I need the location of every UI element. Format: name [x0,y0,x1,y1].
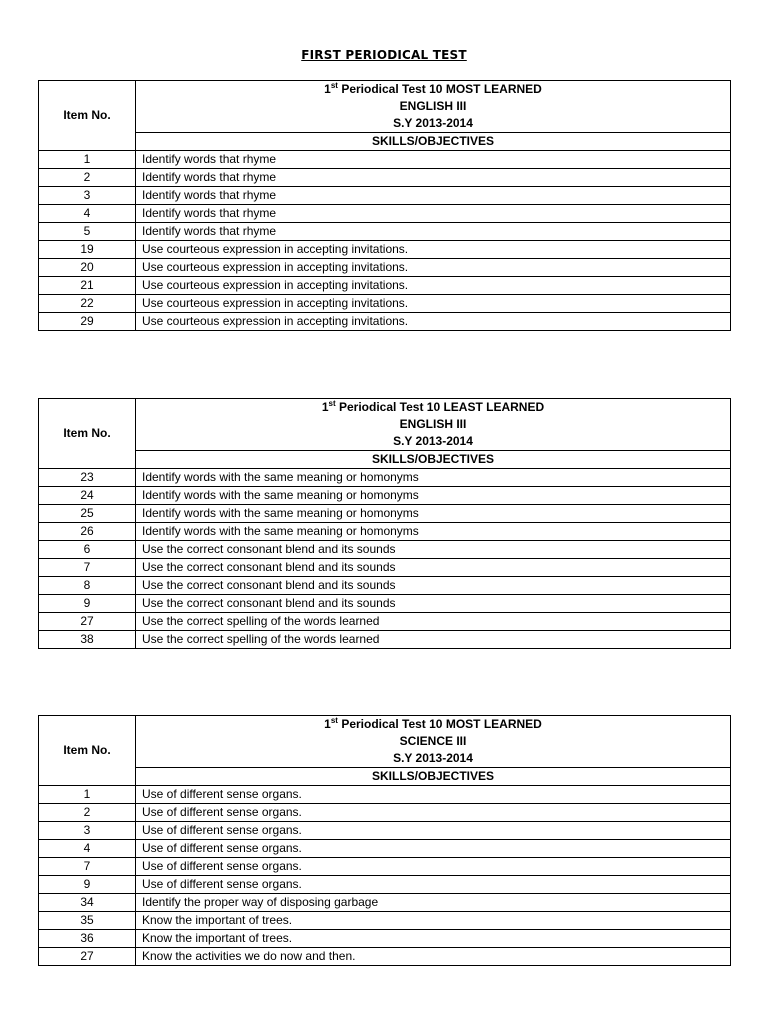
table-row: 2 Use of different sense organs. [39,804,731,822]
table-row: 29 Use courteous expression in accepting invitations. [39,313,731,331]
table-row: 1 Identify words that rhyme [39,151,731,169]
table-row: 24 Identify words with the same meaning or homonyms [39,487,731,505]
table-row: 20 Use courteous expression in accepting invitations. [39,259,731,277]
table-row: 26 Identify words with the same meaning or homonyms [39,523,731,541]
table-school-year: S.Y 2013-2014 [136,750,731,768]
table-row: 6 Use the correct consonant blend and its sounds [39,541,731,559]
item-no-header: Item No. [39,399,136,469]
table-subject: SCIENCE III [136,733,731,750]
item-no-header: Item No. [39,81,136,151]
table-row: 19 Use courteous expression in accepting invitations. [39,241,731,259]
objectives-table [38,398,731,649]
skills-header: SKILLS/OBJECTIVES [136,451,731,469]
table-school-year: S.Y 2013-2014 [136,115,731,133]
page-title: FIRST PERIODICAL TEST [301,48,467,62]
table-row: 27 Know the activities we do now and then. [39,948,731,966]
item-no-header: Item No. [39,716,136,786]
table-row: 8 Use the correct consonant blend and its sounds [39,577,731,595]
table-row: 22 Use courteous expression in accepting invitations. [39,295,731,313]
table-row: 7 Use of different sense organs. [39,858,731,876]
table-row: 4 Identify words that rhyme [39,205,731,223]
objectives-table [38,715,731,966]
table-row: 3 Identify words that rhyme [39,187,731,205]
table-row: 7 Use the correct consonant blend and its sounds [39,559,731,577]
table-row: 35 Know the important of trees. [39,912,731,930]
table-subject: ENGLISH III [136,98,731,115]
table-subject: ENGLISH III [136,416,731,433]
skills-header: SKILLS/OBJECTIVES [136,133,731,151]
table-row: 38 Use the correct spelling of the words learned [39,631,731,649]
table-heading: 1st Periodical Test 10 LEAST LEARNED [136,399,731,417]
objectives-table [38,80,731,331]
table-row: 4 Use of different sense organs. [39,840,731,858]
table-row: 23 Identify words with the same meaning or homonyms [39,469,731,487]
table-row: 9 Use of different sense organs. [39,876,731,894]
table-school-year: S.Y 2013-2014 [136,433,731,451]
skills-header: SKILLS/OBJECTIVES [136,768,731,786]
table-row: 27 Use the correct spelling of the words learned [39,613,731,631]
table-row: 1 Use of different sense organs. [39,786,731,804]
table-row: 36 Know the important of trees. [39,930,731,948]
table-heading: 1st Periodical Test 10 MOST LEARNED [136,716,731,734]
table-row: 25 Identify words with the same meaning or homonyms [39,505,731,523]
table-row: 9 Use the correct consonant blend and its sounds [39,595,731,613]
table-row: 21 Use courteous expression in accepting invitations. [39,277,731,295]
table-row: 5 Identify words that rhyme [39,223,731,241]
table-row: 34 Identify the proper way of disposing garbage [39,894,731,912]
table-row: 2 Identify words that rhyme [39,169,731,187]
table-heading: 1st Periodical Test 10 MOST LEARNED [136,81,731,99]
table-row: 3 Use of different sense organs. [39,822,731,840]
